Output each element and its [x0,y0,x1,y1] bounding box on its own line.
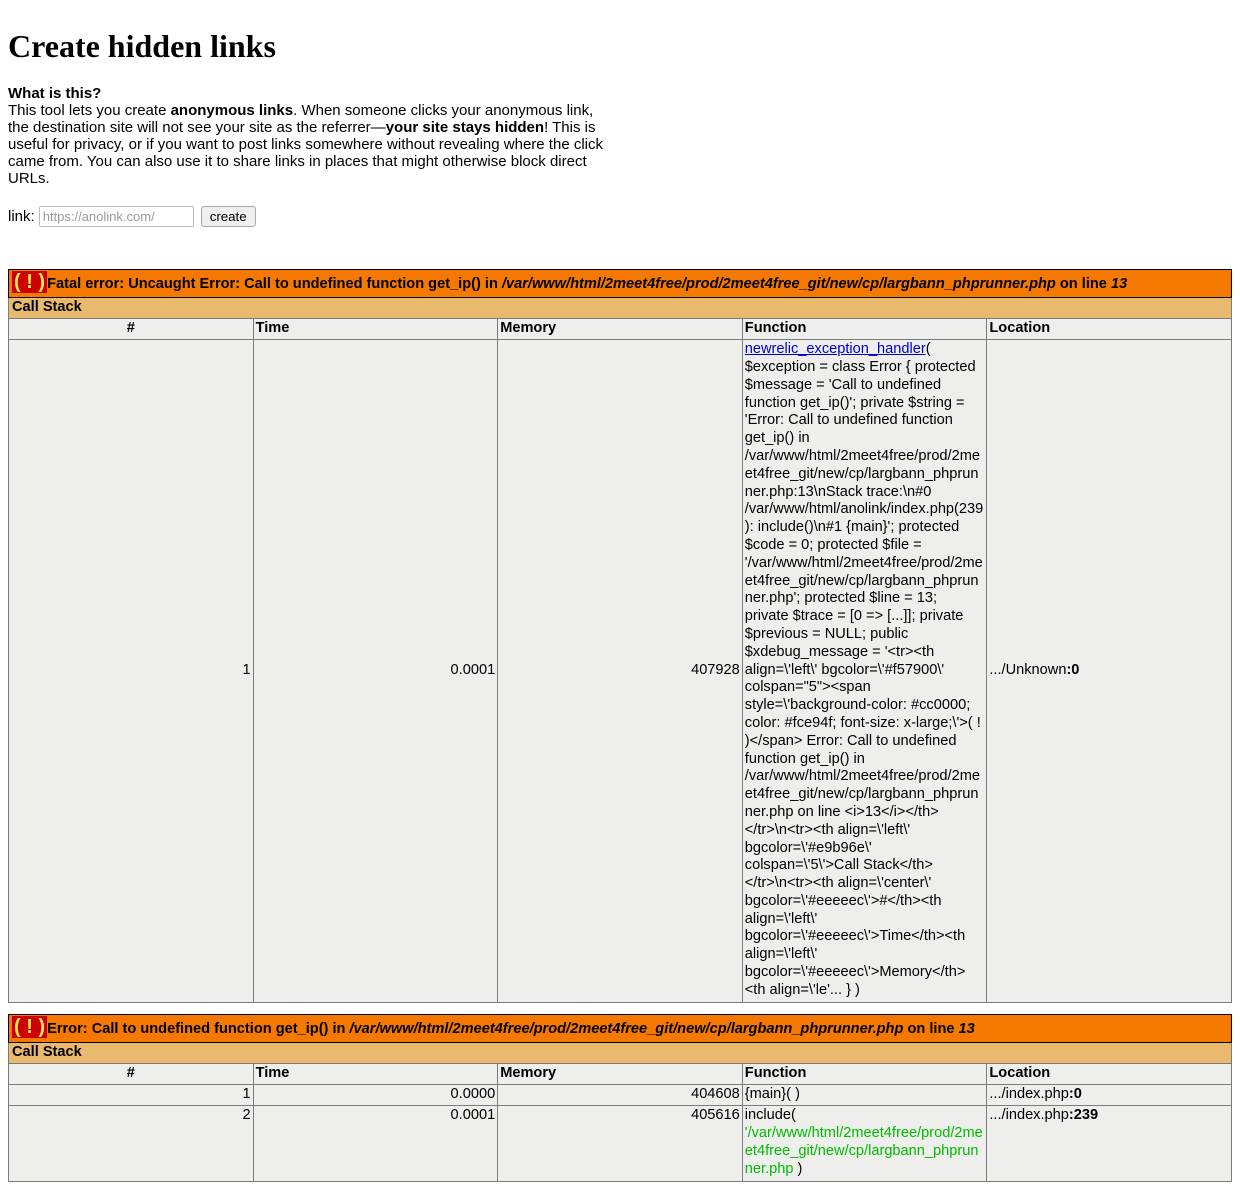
location-line: :239 [1068,1107,1099,1124]
cell-time: 0.0001 [253,1106,498,1181]
xdebug-error-block-fatal [8,269,1232,1002]
error-title: Fatal error: Uncaught Error: Call to undefined function get_ip() in [47,276,502,293]
callstack-label: Call Stack [9,1042,1232,1063]
table-header-row [9,319,1232,340]
page-title: Create hidden links [8,28,276,64]
warning-icon: ( ! ) [14,1015,46,1038]
cell-function [742,340,987,1002]
column-header-time: Time [253,319,498,340]
create-button[interactable]: create [201,206,256,227]
error-line: 13 [1110,276,1128,293]
cell-memory: 404608 [498,1084,743,1106]
about-bold-2: your site stays hidden [385,119,545,137]
warning-icon: ( ! ) [14,271,46,294]
about-text-2: . When someone clicks your anonymous link, the destination site will not see your site as the referrer— [8,102,594,137]
function-doc-link[interactable]: newrelic_exception_handler [744,341,926,358]
column-header-function: Function [742,1063,987,1084]
cell-time: 0.0000 [253,1084,498,1106]
error-banner-row [9,1014,1232,1042]
cell-num: 2 [9,1106,254,1181]
column-header-time: Time [253,1063,498,1084]
function-args: ( $exception = class Error { protected $message = 'Call to undefined function get_ip()'; private $string = 'Error: Call to undefined function get_ip() in /var/www/html/2meet4free/prod/2meet4free_git/new/cp/largbann_phprunner.php:13\nStack trace:\n#0 /var/www/html/anolink/index.php(239): include()\n#1 {main}'; protected $code = 0; protected $file = '/var/www/html/2meet4free/prod/2meet4free_git/new/cp/largbann_phprunner.php'; protected $line = 13; private $trace = [0 => [...]]; private $previous = NULL; public $xdebug_message = '<tr><th align=\'left\' bgcolor=\'#f57900\' colspan="5"><span style=\'background-color: #cc0000; color: #fce94f; font-size: x-large;\'>( ! )</span> Error: Call to undefined function get_ip() in /var/www/html/2meet4free/prod/2meet4free_git/new/cp/largbann_phprunner.php on line <i>13</i></th></tr>\n<tr><th align=\'left\' bgcolor=\'#e9b96e\' colspan=\'5\'>Call Stack</th></tr>\n<tr><th align=\'center\' bgcolor=\'#eeeeec\'>#</th><th align=\'left\' bgcolor=\'#eeeeec\'>Time</th><th align=\'left\' bgcolor=\'#eeeeec\'>Memory</th><th align=\'le'... } ) [744,341,984,998]
column-header-function: Function [742,319,987,340]
error-online-label: on line [903,1020,959,1037]
cell-memory: 407928 [498,340,743,1002]
column-header-memory: Memory [498,1063,743,1084]
function-name: include( [744,1107,796,1124]
error-banner [9,1014,1232,1042]
table-row [9,1106,1232,1181]
error-file: /var/www/html/2meet4free/prod/2meet4free_git/new/cp/largbann_phprunner.php [349,1020,904,1037]
function-arg-string: '/var/www/html/2meet4free/prod/2meet4free_git/new/cp/largbann_phprunner.php [744,1125,983,1177]
about-text-3: ! This is useful for privacy, or if you want to post links somewhere without revealing where the click came from. You can also use it to share links in places that might otherwise block direct URLs. [8,119,603,188]
location-line: :0 [1066,661,1080,678]
error-line: 13 [958,1020,975,1037]
link-label: link: [8,208,35,226]
xdebug-error-output [8,269,1232,1181]
location-file: .../Unknown [989,661,1067,678]
about-section [8,85,608,187]
cell-time: 0.0001 [253,340,498,1002]
cell-location [987,1084,1232,1106]
cell-num: 1 [9,340,254,1002]
cell-memory: 405616 [498,1106,743,1181]
link-form [8,206,1232,227]
error-online-label: on line [1055,276,1111,293]
table-header-row [9,1063,1232,1084]
column-header-num: # [9,319,254,340]
about-bold-1: anonymous links [170,102,294,120]
error-title: Error: Call to undefined function get_ip() in [47,1020,350,1037]
cell-location [987,340,1232,1002]
column-header-memory: Memory [498,319,743,340]
column-header-location: Location [987,319,1232,340]
column-header-location: Location [987,1063,1232,1084]
xdebug-error-block-error [8,1014,1232,1182]
cell-location [987,1106,1232,1181]
error-banner [9,270,1232,298]
table-row [9,340,1232,1002]
cell-num: 1 [9,1084,254,1106]
about-text-1: This tool lets you create [8,102,171,120]
callstack-label: Call Stack [9,298,1232,319]
cell-function: {main}( ) [742,1084,987,1106]
error-file: /var/www/html/2meet4free/prod/2meet4free_git/new/cp/largbann_phprunner.php [501,276,1056,293]
error-banner-row [9,270,1232,298]
about-heading: What is this? [8,85,102,103]
link-input[interactable] [39,206,194,227]
cell-function [742,1106,987,1181]
column-header-num: # [9,1063,254,1084]
function-suffix: ) [793,1160,803,1177]
location-file: .../index.php [989,1107,1069,1124]
location-line: :0 [1068,1085,1082,1102]
callstack-header-row [9,1042,1232,1063]
location-file: .../index.php [989,1085,1069,1102]
table-row [9,1084,1232,1106]
callstack-header-row [9,298,1232,319]
